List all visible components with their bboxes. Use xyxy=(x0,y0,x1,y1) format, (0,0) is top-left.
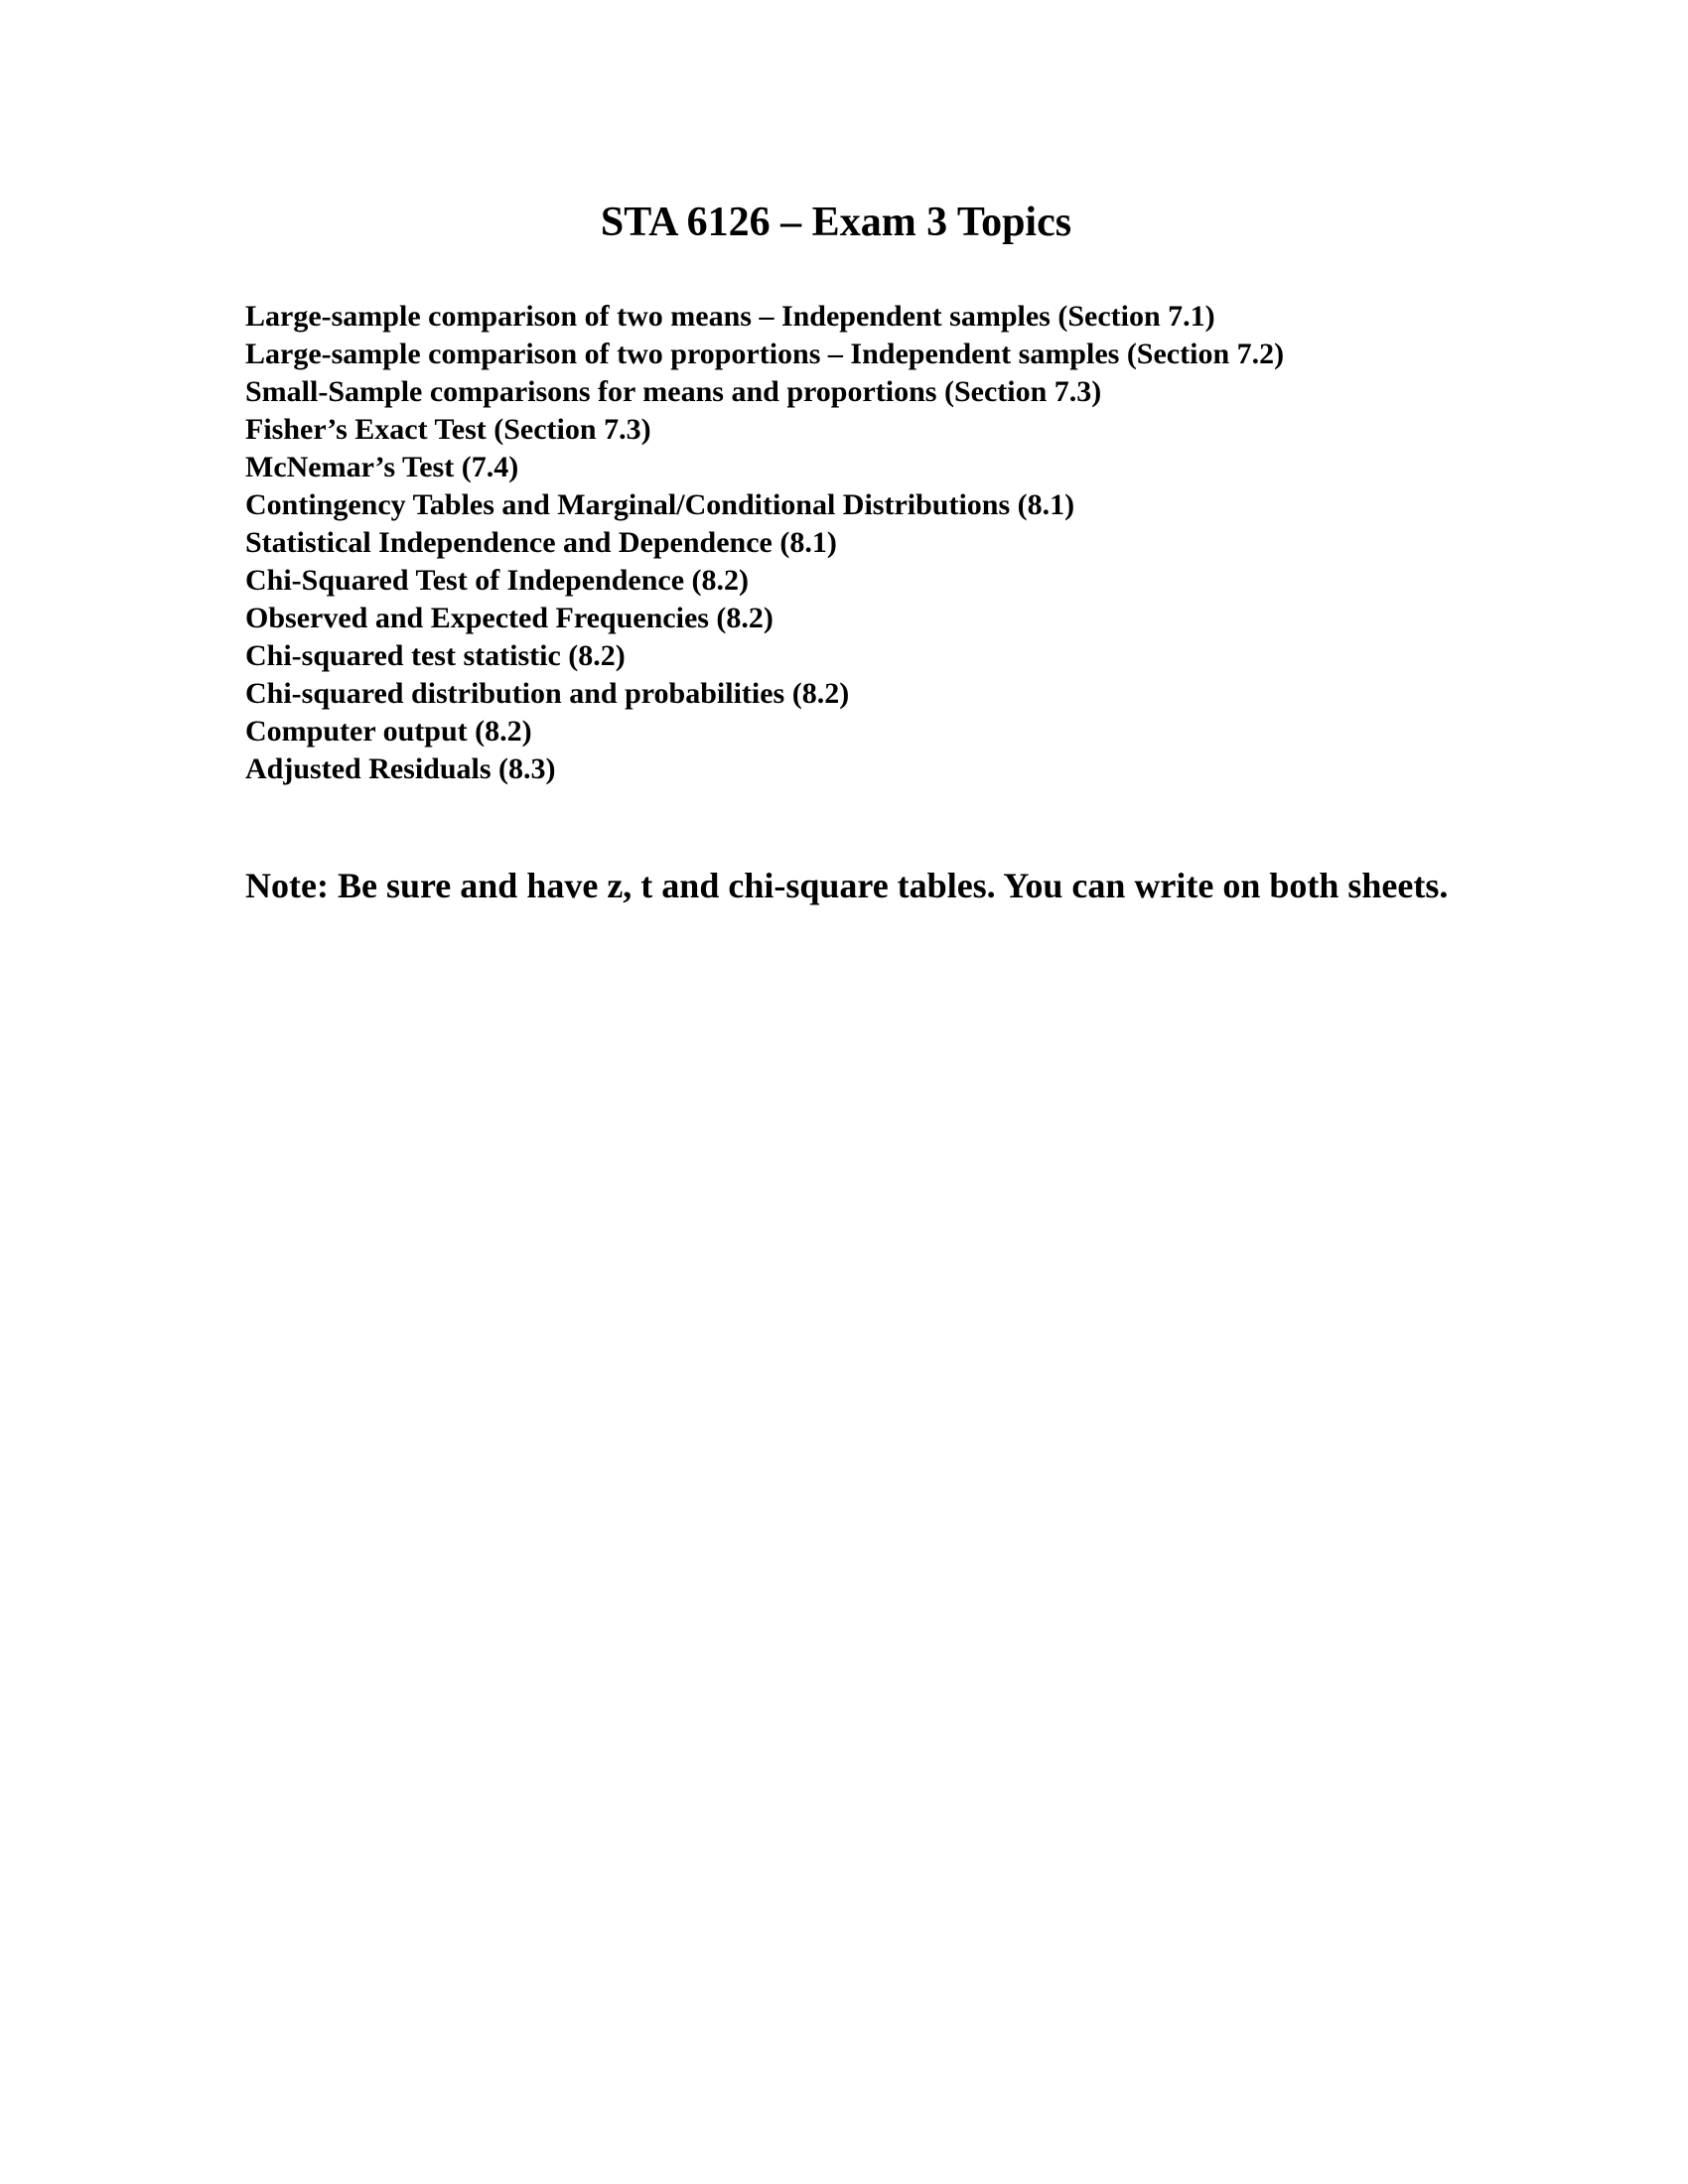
topic-item: Chi-Squared Test of Independence (8.2) xyxy=(245,564,750,597)
topic-item: Chi-squared test statistic (8.2) xyxy=(245,639,626,672)
topic-item: Contingency Tables and Marginal/Conditional Distributions (8.1) xyxy=(245,488,1075,521)
topic-item: Large-sample comparison of two means – Independent samples (Section 7.1) xyxy=(245,300,1215,333)
topic-item: Computer output (8.2) xyxy=(245,715,532,748)
topic-item: Observed and Expected Frequencies (8.2) xyxy=(245,602,774,634)
topic-item: Statistical Independence and Dependence (8.1) xyxy=(245,526,837,559)
topic-item: Large-sample comparison of two proportions – Independent samples (Section 7.2) xyxy=(245,338,1285,370)
topic-item: Adjusted Residuals (8.3) xyxy=(245,752,556,785)
topic-item: Chi-squared distribution and probabilities (8.2) xyxy=(245,677,850,710)
topic-list xyxy=(245,298,1284,788)
topic-item: McNemar’s Test (7.4) xyxy=(245,451,519,483)
topic-item: Fisher’s Exact Test (Section 7.3) xyxy=(245,413,651,446)
topic-item: Small-Sample comparisons for means and proportions (Section 7.3) xyxy=(245,375,1102,408)
page-title: STA 6126 – Exam 3 Topics xyxy=(600,200,1072,245)
exam-note: Note: Be sure and have z, t and chi-square tables. You can write on both sheets. xyxy=(245,866,1449,905)
